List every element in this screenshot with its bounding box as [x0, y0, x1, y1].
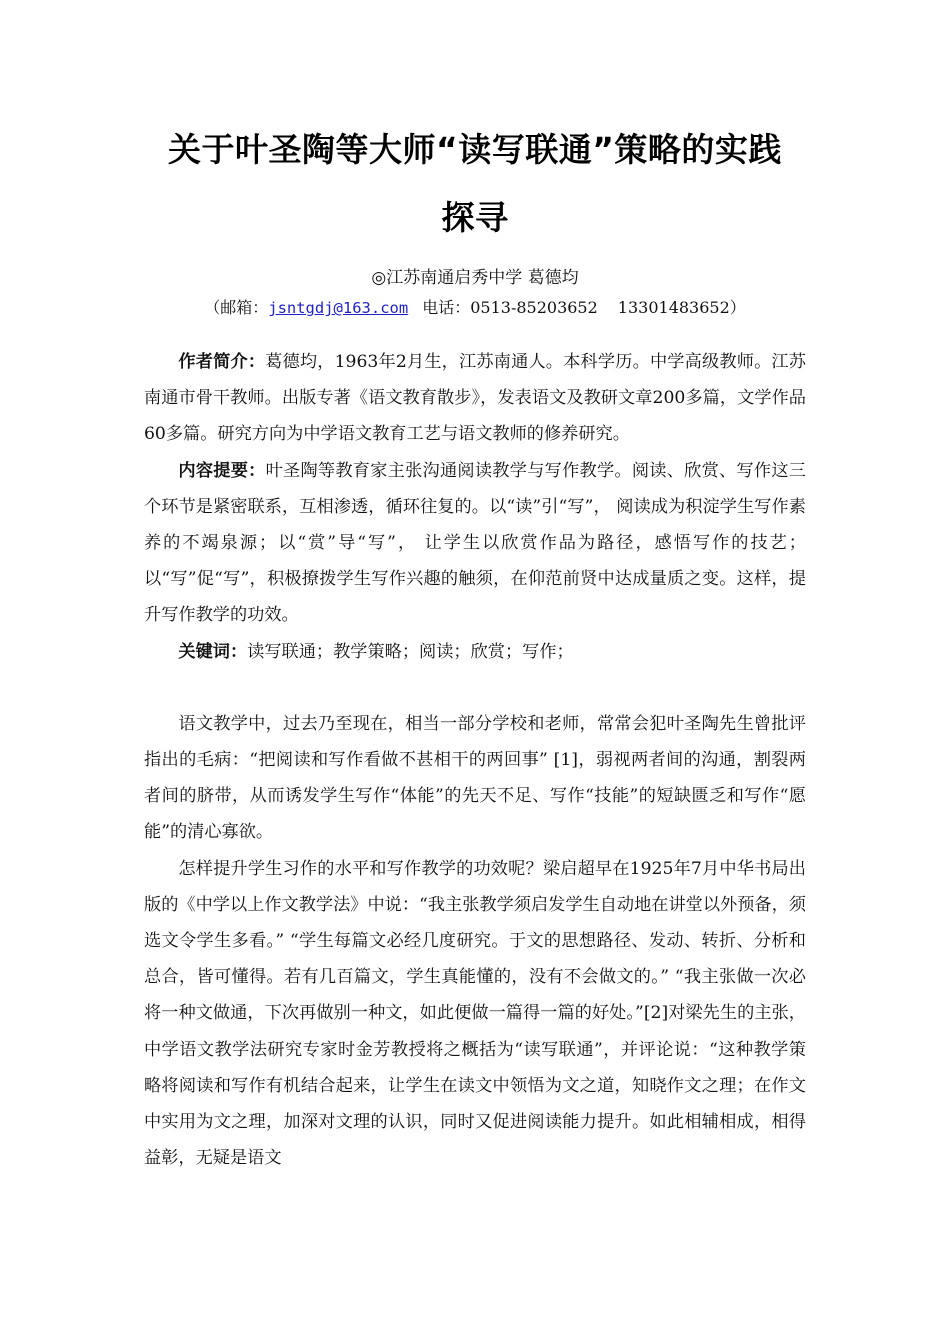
- body-paragraph-2: 怎样提升学生习作的水平和写作教学的功效呢？梁启超早在1925年7月中华书局出版的《中学以上作文教学法》中说：“我主张教学须启发学生自动地在讲堂以外预备，须选文令学生多看。” “学生每篇文必经几度研究。于文的思想路径、发动、转折、分析和总合，皆可懂得。若有几百篇文，学生真能懂的，没有不会做文的。” “我主张做一次必将一种文做通，下次再做别一种文，如此便做一篇得一篇的好处。”[2]对梁先生的主张，中学语文教学法研究专家时金芳教授将之概括为“读写联通”，并评论说：“这种教学策略将阅读和写作有机结合起来，让学生在读文中领悟为文之道，知晓作文之理；在作文中实用为文之理，加深对文理的认识，同时又促进阅读能力提升。如此相辅相成，相得益彰，无疑是语文: [144, 858, 806, 1169]
- keywords-text: 读写联通；教学策略；阅读；欣赏；写作；: [247, 641, 574, 662]
- keywords: [144, 634, 806, 670]
- phone-number: 电话：0513-85203652: [422, 298, 598, 317]
- keywords-label: 关键词：: [178, 641, 248, 662]
- contact-open: （邮箱：: [204, 298, 269, 317]
- title-line-2: 探寻: [441, 198, 509, 237]
- abstract-label: 内容提要：: [178, 460, 266, 481]
- contact-line: [144, 296, 806, 320]
- abstract: [144, 453, 806, 634]
- abstract-text: 叶圣陶等教育家主张沟通阅读教学与写作教学。阅读、欣赏、写作这三个环节是紧密联系，互相渗透，循环往复的。以“读”引“写”， 阅读成为积淀学生写作素养的不竭泉源；以“赏”导“写”， 让学生以欣赏作品为路径，感悟写作的技艺；以“写”促“写”，积极撩拨学生写作兴趣的触须，在仰范前贤中达成量质之变。这样，提升写作教学的功效。: [144, 460, 806, 626]
- author-intro: [144, 344, 806, 453]
- article-body: [144, 706, 806, 1177]
- email-link[interactable]: jsntgdj@163.com: [268, 299, 409, 317]
- author-affiliation: ◎江苏南通启秀中学 葛德均: [371, 268, 579, 288]
- article-title: [144, 116, 806, 252]
- mobile-number: 13301483652）: [617, 298, 746, 317]
- article-meta: [144, 344, 806, 670]
- title-line-1: 关于叶圣陶等大师“读写联通”策略的实践: [168, 130, 782, 169]
- body-paragraph-1: 语文教学中，过去乃至现在，相当一部分学校和老师，常常会犯叶圣陶先生曾批评指出的毛病：“把阅读和写作看做不甚相干的两回事” [1]，弱视两者间的沟通，割裂两者间的脐带，从而诱发学生写作“体能”的先天不足、写作“技能”的短缺匮乏和写作“愿能”的清心寡欲。: [144, 713, 806, 843]
- author-intro-text: 葛德均，1963年2月生，江苏南通人。本科学历。中学高级教师。江苏南通市骨干教师。出版专著《语文教育散步》，发表语文及教研文章200多篇，文学作品60多篇。研究方向为中学语文教育工艺与语文教师的修养研究。: [144, 352, 806, 445]
- author-intro-label: 作者简介：: [178, 352, 266, 372]
